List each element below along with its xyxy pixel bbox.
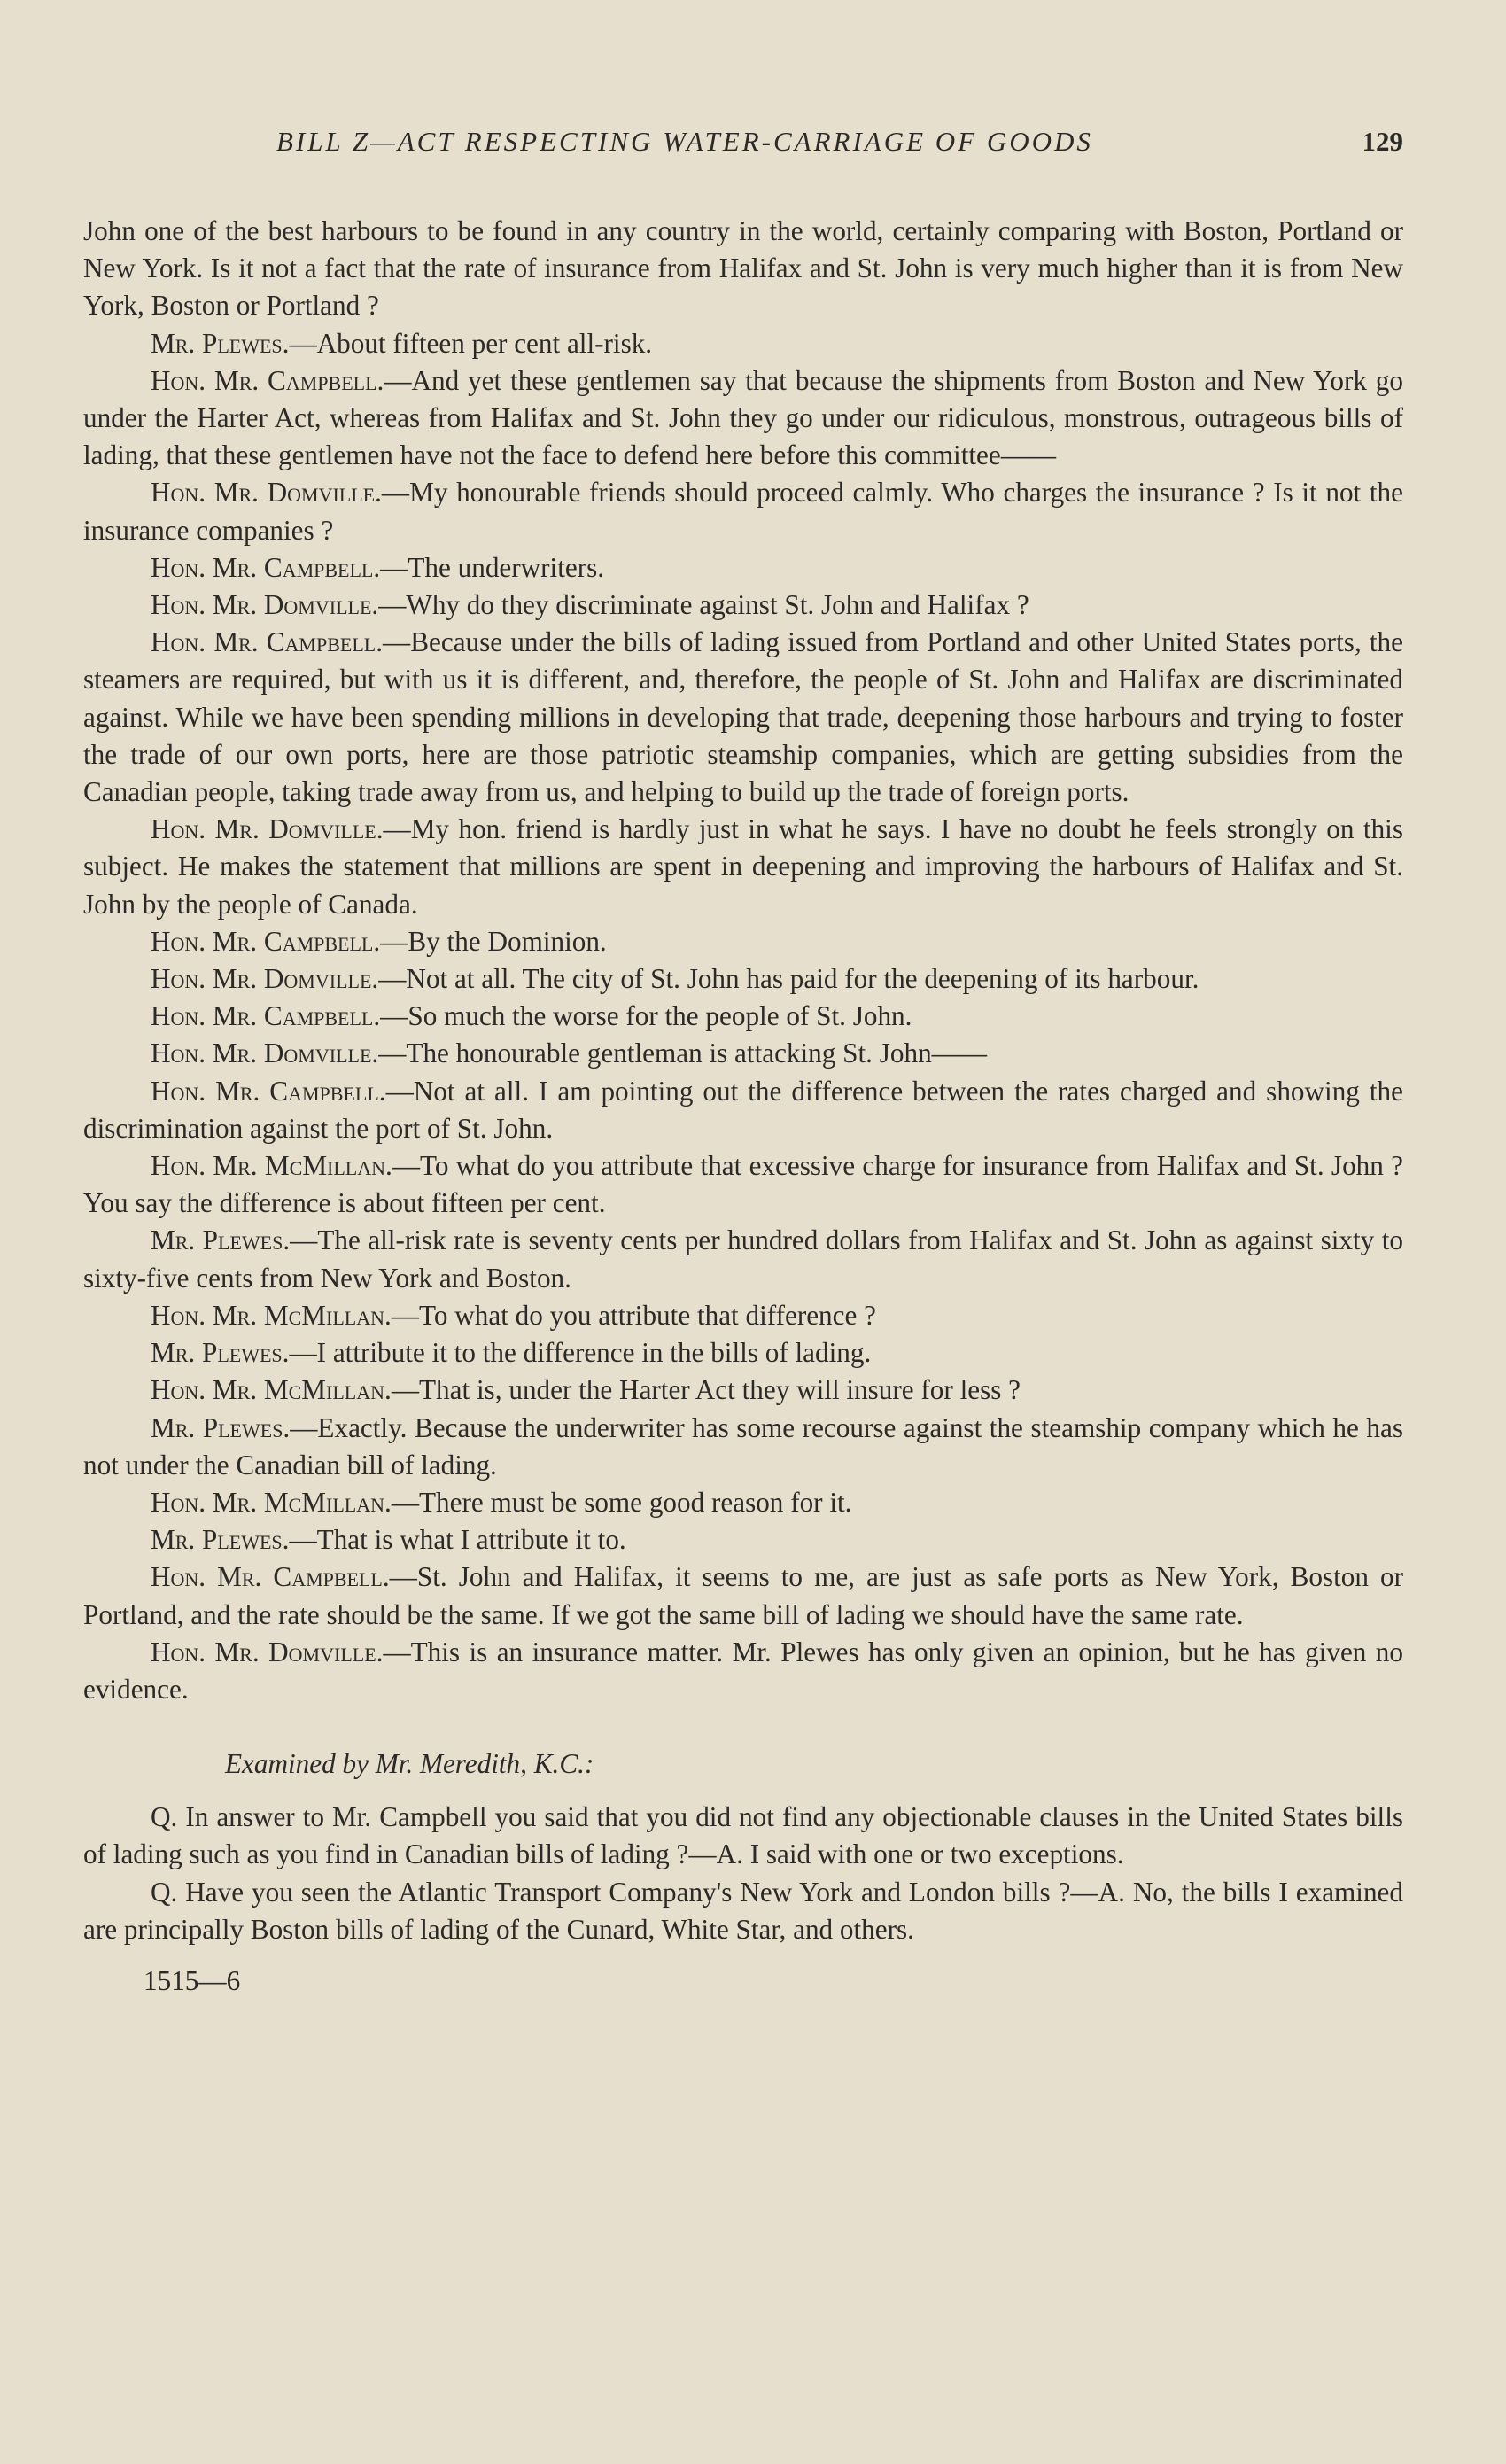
speaker-name: Hon. Mr. Campbell.	[151, 1000, 381, 1032]
testimony-paragraph	[83, 1634, 1403, 1708]
speech-text: —My honourable friends should proceed calmly. Who charges the insurance ? Is it not the insurance companies ?	[83, 477, 1403, 546]
speech-text: —Why do they discriminate against St. John and Halifax ?	[378, 589, 1029, 621]
testimony-paragraph	[83, 960, 1403, 998]
page-body	[83, 213, 1403, 2000]
speaker-name: Hon. Mr. McMillan.	[151, 1486, 392, 1518]
speaker-name: Hon. Mr. Campbell.	[151, 925, 381, 957]
speech-text: —Because under the bills of lading issued from Portland and other United States ports, the steamers are required, but with us it is different, and, therefore, the people of St. John and Halifax are discriminated against. While we have been spending millions in developing that trade, deepening those harbours and trying to foster the trade of our own ports, here are those patriotic steamship companies, which are getting subsidies from the Canadian people, taking trade away from us, and helping to build up the trade of foreign ports.	[83, 626, 1403, 808]
testimony-paragraph	[83, 474, 1403, 548]
examination-heading: Examined by Mr. Meredith, K.C.:	[225, 1748, 594, 1780]
speech-text: —That is what I attribute it to.	[289, 1524, 626, 1556]
speaker-name: Hon. Mr. Domville.	[151, 477, 382, 509]
speech-text: —Not at all. I am pointing out the difference between the rates charged and showing the discrimination against the port of St. John.	[83, 1075, 1403, 1144]
speech-text: —That is, under the Harter Act they will insure for less ?	[391, 1374, 1021, 1406]
speaker-name: Hon. Mr. Domville.	[151, 1038, 379, 1069]
signature-mark: 1515—6	[144, 1964, 241, 1996]
speaker-name: Mr. Plewes.	[151, 1411, 291, 1443]
testimony-paragraphs	[83, 213, 1403, 1708]
speaker-name: Hon. Mr. Domville.	[151, 963, 379, 995]
speaker-name: Hon. Mr. Campbell.	[151, 364, 384, 396]
testimony-paragraph	[83, 1073, 1403, 1147]
speech-text: —The all-risk rate is seventy cents per hundred dollars from Halifax and St. John as against sixty to sixty-five cents from New York and Boston.	[83, 1224, 1403, 1294]
speech-text: —So much the worse for the people of St. John.	[380, 1000, 912, 1032]
testimony-paragraph	[83, 1372, 1403, 1409]
qa-paragraph: Q. In answer to Mr. Campbell you said that you did not find any objectionable clauses in the United States bills of lading such as you find in Canadian bills of lading ?—A. I said with one or two exceptions.	[83, 1801, 1403, 1870]
speech-text: —The honourable gentleman is attacking St. John——	[378, 1038, 988, 1069]
speaker-name: Mr. Plewes.	[151, 1337, 290, 1369]
testimony-paragraph	[83, 1521, 1403, 1558]
speaker-name: Mr. Plewes.	[151, 1524, 290, 1556]
speech-text: John one of the best harbours to be found in any country in the world, certainly comparing with Boston, Portland or New York. Is it not a fact that the rate of insurance from Halifax and St. John is very much higher than it is from New York, Boston or Portland ?	[83, 215, 1403, 322]
testimony-paragraph	[83, 587, 1403, 624]
speaker-name: Mr. Plewes.	[151, 327, 290, 359]
page-number: 129	[1362, 126, 1403, 157]
speech-text: —This is an insurance matter. Mr. Plewes has only given an opinion, but he has given no evidence.	[83, 1636, 1403, 1705]
testimony-paragraph	[83, 325, 1403, 362]
testimony-paragraph	[83, 1222, 1403, 1296]
speech-text: —My hon. friend is hardly just in what he says. I have no doubt he feels strongly on this subject. He makes the statement that millions are spent in deepening and improving the harbours of Halifax and St. John by the people of Canada.	[83, 813, 1403, 920]
testimony-paragraph	[83, 998, 1403, 1035]
speech-text: —To what do you attribute that difference ?	[391, 1299, 876, 1331]
speaker-name: Hon. Mr. McMillan.	[151, 1374, 392, 1406]
speaker-name: Hon. Mr. Campbell.	[151, 1075, 386, 1107]
testimony-paragraph	[83, 1035, 1403, 1072]
speech-text: —Exactly. Because the underwriter has some recourse against the steamship company which he has not under the Canadian bill of lading.	[83, 1411, 1403, 1481]
page-header	[83, 126, 1403, 170]
testimony-paragraph	[83, 1558, 1403, 1633]
speaker-name: Hon. Mr. Domville.	[151, 589, 379, 621]
qa-paragraph: Q. Have you seen the Atlantic Transport Company's New York and London bills ?—A. No, the bills I examined are principally Boston bills of lading of the Cunard, White Star, and others.	[83, 1876, 1403, 1945]
testimony-paragraph	[83, 624, 1403, 811]
speaker-name: Hon. Mr. McMillan.	[151, 1150, 392, 1182]
speaker-name: Hon. Mr. Campbell.	[151, 626, 384, 658]
speech-text: —St. John and Halifax, it seems to me, are just as safe ports as New York, Boston or Portland, and the rate should be the same. If we got the same bill of lading we should have the same rate.	[83, 1561, 1403, 1630]
speaker-name: Hon. Mr. Campbell.	[151, 1561, 390, 1593]
speech-text: —To what do you attribute that excessive charge for insurance from Halifax and St. John ? You say the difference is about fifteen per cent.	[83, 1150, 1403, 1219]
testimony-paragraph	[83, 1410, 1403, 1484]
speech-text: —Not at all. The city of St. John has paid for the deepening of its harbour.	[378, 963, 1199, 995]
speaker-name: Hon. Mr. McMillan.	[151, 1299, 392, 1331]
question-answer-list	[83, 1799, 1403, 1948]
speech-text: —The underwriters.	[380, 551, 605, 583]
testimony-paragraph	[83, 1297, 1403, 1334]
speaker-name: Hon. Mr. Domville.	[151, 813, 384, 845]
testimony-paragraph	[83, 923, 1403, 960]
speech-text: —About fifteen per cent all-risk.	[289, 327, 653, 359]
testimony-paragraph	[83, 549, 1403, 587]
testimony-paragraph	[83, 1147, 1403, 1222]
running-head: BILL Z—ACT RESPECTING WATER-CARRIAGE OF GOODS	[276, 126, 1093, 157]
testimony-paragraph	[83, 1484, 1403, 1521]
testimony-paragraph	[83, 1334, 1403, 1372]
testimony-paragraph	[83, 811, 1403, 923]
speech-text: —And yet these gentlemen say that because the shipments from Boston and New York go under the Harter Act, whereas from Halifax and St. John they go under our ridiculous, monstrous, outrageous bills of lading, that these gentlemen have not the face to defend here before this committee——	[83, 364, 1403, 471]
testimony-paragraph	[83, 362, 1403, 475]
speaker-name: Mr. Plewes.	[151, 1224, 291, 1256]
speech-text: —I attribute it to the difference in the bills of lading.	[289, 1337, 872, 1369]
speaker-name: Hon. Mr. Campbell.	[151, 551, 381, 583]
speech-text: —By the Dominion.	[380, 925, 607, 957]
testimony-paragraph	[83, 213, 1403, 325]
speaker-name: Hon. Mr. Domville.	[151, 1636, 384, 1667]
speech-text: —There must be some good reason for it.	[391, 1486, 852, 1518]
